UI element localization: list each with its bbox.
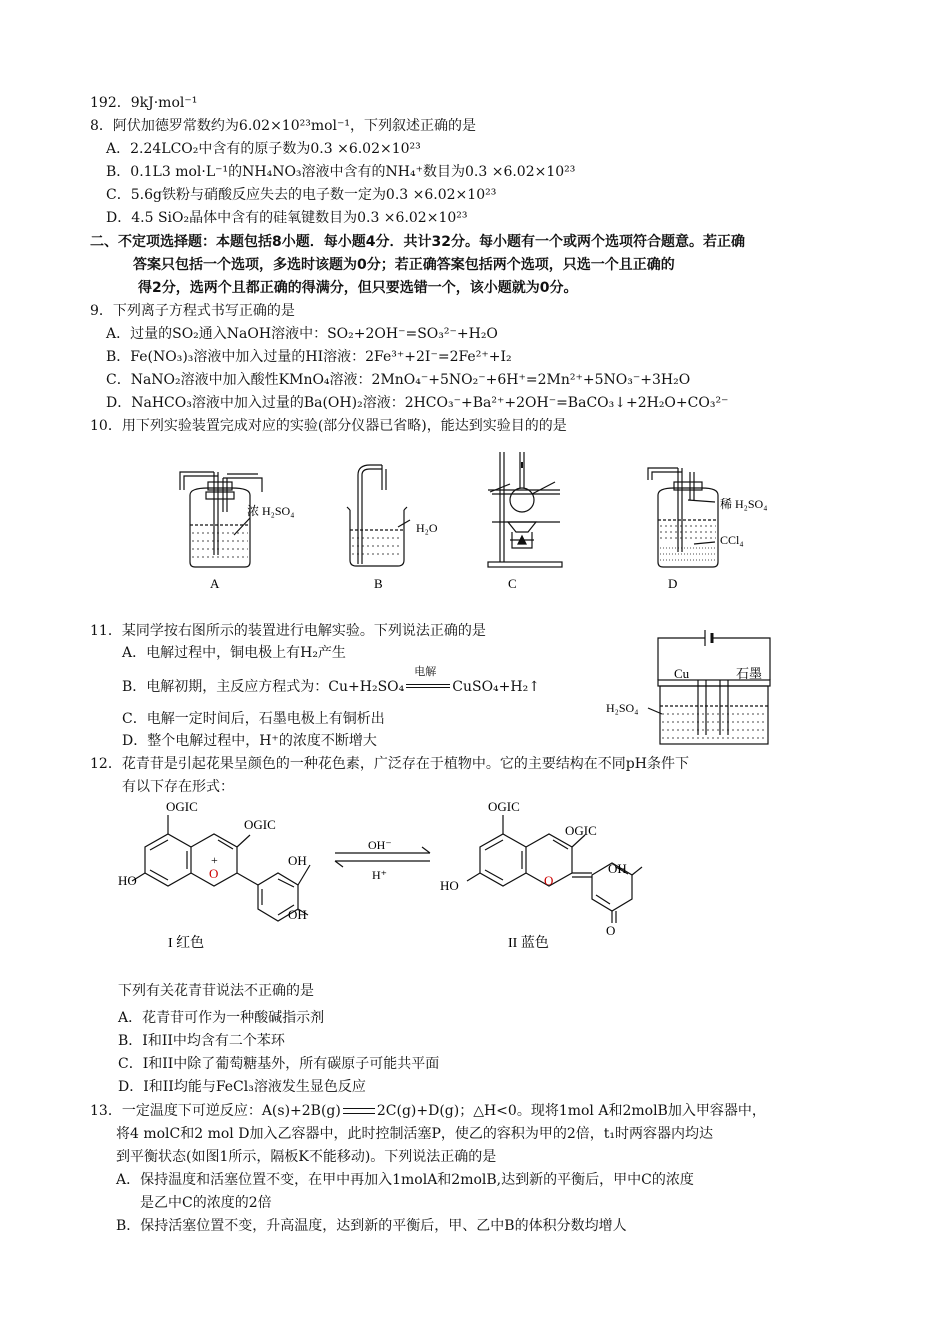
ogic-label: OGIC: [244, 817, 276, 832]
q12-sub-stem: 下列有关花青苷说法不正确的是: [118, 983, 314, 999]
apparatus-d-label: D: [668, 576, 678, 591]
q11-option-b: B．电解初期，主反应方程式为：Cu+H₂SO₄ 电解 CuSO₄+H₂↑: [122, 665, 540, 695]
q9-option-b: B．Fe(NO₃)₃溶液中加入过量的HI溶液：2Fe³⁺+2I⁻=2Fe²⁺+I₂: [106, 349, 512, 365]
apparatus-a-reagent: 浓 H₂SO₄: [247, 504, 295, 518]
q10-apparatus-figure: [170, 440, 790, 600]
ogic-label: OGIC: [166, 799, 198, 814]
q12-option-b: B．I和II中均含有二个苯环: [118, 1033, 285, 1049]
oh-label: OH: [288, 907, 307, 922]
ogic-label: OGIC: [488, 799, 520, 814]
q8-option-d: D．4.5 SiO₂晶体中含有的硅氧键数目为0.3 ×6.02×10²³: [106, 210, 468, 226]
ho-label: HO: [118, 873, 137, 888]
electrolyte-label: H₂SO₄: [606, 701, 639, 715]
q13-option-a-2: 是乙中C的浓度的2倍: [140, 1195, 272, 1211]
q9-option-c: C．NaNO₂溶液中加入酸性KMnO₄溶液：2MnO₄⁻+5NO₂⁻+6H⁺=2Mn²⁺+5NO₃⁻+3H₂O: [106, 372, 691, 388]
q12-stem-2: 有以下存在形式：: [122, 779, 234, 795]
ho-label: HO: [440, 878, 459, 893]
apparatus-d-reagent-top: 稀 H₂SO₄: [720, 497, 768, 511]
q11-stem: 11．某同学按右图所示的装置进行电解实验。下列说法正确的是: [90, 623, 486, 639]
ketone-oxygen: O: [606, 923, 616, 938]
arrow-label-bottom: H⁺: [372, 868, 387, 882]
oxygen-atom: O: [544, 873, 554, 888]
q13-stem-2: 将4 molC和2 mol D加入乙容器中，此时控制活塞P，使乙的容积为甲的2倍，t₁时两容器内均达: [116, 1126, 714, 1142]
q13-stem-3: 到平衡状态(如图1所示，隔板K不能移动)。下列说法正确的是: [116, 1149, 497, 1165]
q8-option-b: B．0.1L3 mol·L⁻¹的NH₄NO₃溶液中含有的NH₄⁺数目为0.3 ×6.02×10²³: [106, 164, 576, 180]
q9-option-a: A．过量的SO₂通入NaOH溶液中：SO₂+2OH⁻=SO₃²⁻+H₂O: [106, 326, 498, 342]
q12-option-c: C．I和II中除了葡萄糖基外，所有碳原子可能共平面: [118, 1056, 440, 1072]
q13-option-a: A．保持温度和活塞位置不变，在甲中再加入1molA和2molB,达到新的平衡后，甲中C的浓度: [116, 1172, 694, 1188]
q13-stem: 13．一定温度下可逆反应：A(s)+2B(g) 2C(g)+D(g)；△H<0。现将1mol A和2molB加入甲容器中，: [90, 1103, 766, 1119]
structure-2-label: II 蓝色: [508, 936, 549, 951]
q11-option-c: C．电解一定时间后，石墨电极上有铜析出: [122, 711, 385, 727]
apparatus-b-reagent: H₂O: [416, 521, 438, 535]
oh-label: OH: [608, 861, 627, 876]
section-2-heading: 二、不定项选择题：本题包括8小题．每小题4分．共计32分。每小题有一个或两个选项符合题意。若正确: [90, 234, 745, 250]
positive-charge: +: [211, 853, 218, 867]
electrode-cu: Cu: [674, 666, 690, 681]
anthocyanin-structures: [110, 795, 670, 965]
q11-option-a: A．电解过程中，铜电极上有H₂产生: [122, 645, 346, 661]
q12-option-d: D．I和II均能与FeCl₃溶液发生显色反应: [118, 1079, 366, 1095]
q13-option-b: B．保持活塞位置不变，升高温度，达到新的平衡后，甲、乙中B的体积分数均增人: [116, 1218, 627, 1234]
apparatus-b-label: B: [374, 576, 383, 591]
electrolysis-figure: [600, 620, 800, 750]
q8-option-c: C．5.6g铁粉与硝酸反应失去的电子数一定为0.3 ×6.02×10²³: [106, 187, 497, 203]
q8-option-a: A．2.24LCO₂中含有的原子数为0.3 ×6.02×10²³: [106, 141, 421, 157]
oh-label: OH: [288, 853, 307, 868]
q12-option-a: A．花青苷可作为一种酸碱指示剂: [118, 1010, 325, 1026]
apparatus-a-label: A: [210, 576, 220, 591]
q9-stem: 9．下列离子方程式书写正确的是: [90, 303, 295, 319]
q12-stem: 12．花青苷是引起花果呈颜色的一种花色素，广泛存在于植物中。它的主要结构在不同pH条件下: [90, 756, 689, 772]
section-2-heading-3: 得2分，选两个且都正确的得满分，但只要选错一个，该小题就为0分。: [138, 280, 578, 296]
oxygen-atom: O: [209, 866, 219, 881]
electrode-graphite: 石墨: [736, 666, 763, 681]
arrow-label-top: OH⁻: [368, 838, 392, 852]
q9-option-d: D．NaHCO₃溶液中加入过量的Ba(OH)₂溶液：2HCO₃⁻+Ba²⁺+2OH⁻=BaCO₃↓+2H₂O+CO₃²⁻: [106, 395, 729, 411]
apparatus-c-label: C: [508, 576, 517, 591]
line-1: 192．9kJ·mol⁻¹: [90, 95, 198, 111]
q11-option-d: D．整个电解过程中，H⁺的浓度不断增大: [122, 733, 377, 749]
q10-stem: 10．用下列实验装置完成对应的实验(部分仪器已省略)，能达到实验目的的是: [90, 418, 567, 434]
structure-1-label: I 红色: [168, 936, 205, 951]
section-2-heading-2: 答案只包括一个选项，多选时该题为0分；若正确答案包括两个选项，只选一个且正确的: [133, 257, 675, 273]
ogic-label: OGIC: [565, 823, 597, 838]
apparatus-d-reagent-bottom: CCl₄: [720, 533, 744, 547]
q8-stem: 8．阿伏加德罗常数约为6.02×10²³mol⁻¹，下列叙述正确的是: [90, 118, 477, 134]
